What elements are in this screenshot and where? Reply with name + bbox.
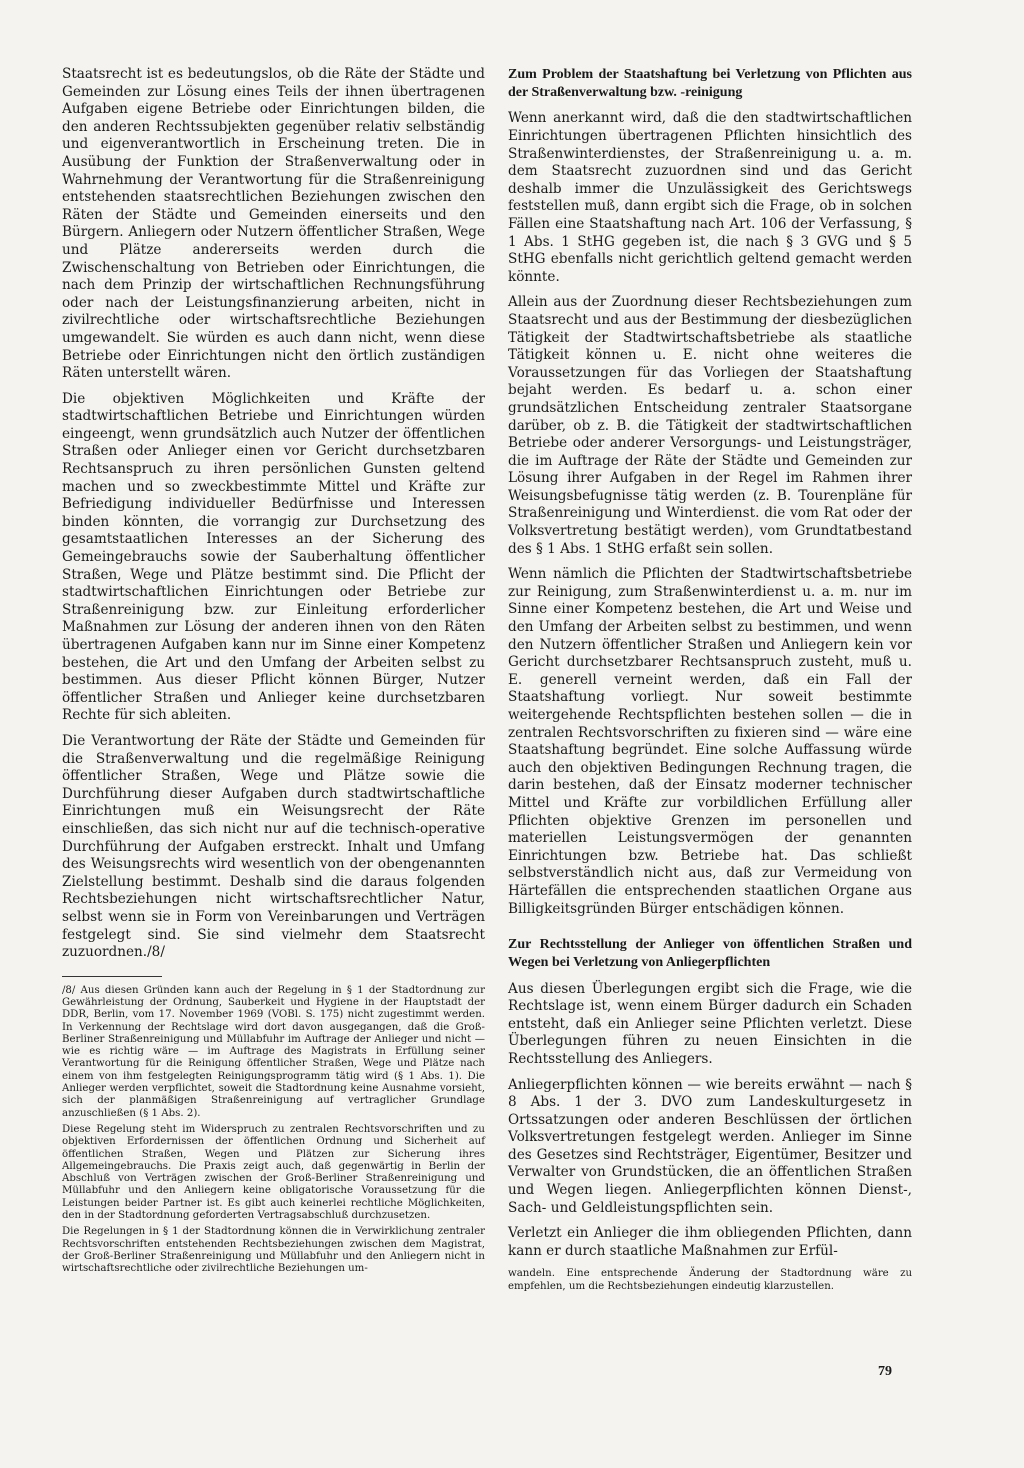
footnote: Die Regelungen in § 1 der Stadtordnung können die in Verwirklichung zentraler Rechtsvorschriften entstehenden Rechtsbeziehungen zwischen dem Magistrat, der Groß-Berliner Straßenreinigung und Müllabfuhr und den Anliegern nicht in wirtschaftsrechtliche oder zivilrechtliche Beziehungen um-	[62, 1226, 485, 1275]
footnote-continuation: wandeln. Eine entsprechende Änderung der Stadtordnung wäre zu empfehlen, um die Rechtsbeziehungen eindeutig klarzustellen.	[508, 1268, 912, 1292]
body-paragraph: Staatsrecht ist es bedeutungslos, ob die Räte der Städte und Gemeinden zur Lösung eines Teils der ihnen übertragenen Aufgaben eigene Betriebe oder Einrichtungen bilden, die den anderen Rechtssubjekten gegenüber relativ selbständig und eigenverantwortlich in Erscheinung treten. Die in Ausübung der Funktion der Straßenverwaltung oder in Wahrnehmung der Verantwortung für die Straßenreinigung entstehenden staatsrechtlichen Beziehungen zwischen den Räten der Städte und Gemeinden einerseits und den Bürgern. Anliegern oder Nutzern öffentlicher Straßen, Wege und Plätze andererseits werden durch die Zwischenschaltung von Betrieben oder Einrichtungen, die nach dem Prinzip der wirtschaftlichen Rechnungsführung oder nach der Leistungsfinanzierung arbeiten, nicht in zivilrechtliche oder wirtschaftsrechtliche Beziehungen umgewandelt. Sie würden es auch dann nicht, wenn diese Betriebe oder Einrichtungen nicht den örtlich zuständigen Räten unterstellt wären.	[62, 66, 485, 382]
body-paragraph: Aus diesen Überlegungen ergibt sich die Frage, wie die Rechtslage ist, wenn einem Bürger dadurch ein Schaden entsteht, daß ein Anlieger seine Pflichten verletzt. Diese Überlegungen führen zu neuen Einsichten in die Rechtsstellung des Anliegers.	[508, 980, 912, 1067]
body-paragraph: Die objektiven Möglichkeiten und Kräfte der stadtwirtschaftlichen Betriebe und Einrichtungen würden eingeengt, wenn grundsätzlich auch Nutzer der öffentlichen Straßen oder Anlieger einen vor Gericht durchsetzbaren Rechtsanspruch zu ihren persönlichen Gunsten geltend machen und so zweckbestimmte Mittel und Kräfte zur Befriedigung individueller Bedürfnisse und Interessen binden könnten, die vorrangig zur Durchsetzung des gesamtstaatlichen Interesses an der Sicherung des Gemeingebrauchs sowie der Sauberhaltung öffentlicher Straßen, Wege und Plätze bestimmt sind. Die Pflicht der stadtwirtschaftlichen Einrichtungen oder Betriebe zur Straßenreinigung bzw. zur Einleitung erforderlicher Maßnahmen zur Lösung der anderen ihnen von den Räten übertragenen Aufgaben kann nur im Sinne einer Kompetenz bestehen, die Art und den Umfang der Arbeiten selbst zu bestimmen. Aus dieser Pflicht können Bürger, Nutzer öffentlicher Straßen und Anlieger keine durchsetzbaren Rechte für sich ableiten.	[62, 390, 485, 724]
body-paragraph: Wenn anerkannt wird, daß die den stadtwirtschaftlichen Einrichtungen übertragenen Pflichten hinsichtlich des Straßenwinterdienstes, der Straßenreinigung u. a. m. dem Staatsrecht zuzuordnen sind und das Gericht deshalb immer die Unzulässigkeit des Gerichtswegs feststellen muß, dann ergibt sich die Frage, ob in solchen Fällen eine Staatshaftung nach Art. 106 der Verfassung, § 1 Abs. 1 StHG gegeben ist, die nach § 3 GVG und § 5 StHG ebenfalls nicht gerichtlich geltend gemacht werden könnte.	[508, 110, 912, 285]
body-paragraph: Anliegerpflichten können — wie bereits erwähnt — nach § 8 Abs. 1 der 3. DVO zum Landeskulturgesetz in Ortssatzungen oder anderen Beschlüssen der örtlichen Volksvertretungen festgelegt werden. Anlieger im Sinne des Gesetzes sind Rechtsträger, Eigentümer, Besitzer und Verwalter von Grundstücken, die an öffentlichen Straßen und Wegen liegen. Anliegerpflichten können Dienst-, Sach- und Geldleistungspflichten sein.	[508, 1076, 912, 1216]
footnote-divider	[62, 976, 162, 977]
body-paragraph: Allein aus der Zuordnung dieser Rechtsbeziehungen zum Staatsrecht und aus der Bestimmung der diesbezüglichen Tätigkeit der Stadtwirtschaftsbetriebe als staatliche Tätigkeit können u. E. nicht ohne weiteres die Voraussetzungen für das Vorliegen der Staatshaftung bejaht werden. Es bedarf u. a. schon einer grundsätzlichen Entscheidung zentraler Staatsorgane darüber, ob z. B. die Tätigkeit der stadtwirtschaftlichen Betriebe oder anderer Versorgungs- und Leistungsträger, die im Auftrage der Räte der Städte und Gemeinden zur Lösung ihrer Aufgaben in der Regel im Rahmen ihrer Weisungsbefugnisse tätig werden (z. B. Tourenpläne für Straßenreinigung und Winterdienst. die vom Rat oder der Volksvertretung bestätigt werden), vom Grundtatbestand des § 1 Abs. 1 StHG erfaßt sein sollen.	[508, 294, 912, 557]
body-paragraph: Die Verantwortung der Räte der Städte und Gemeinden für die Straßenverwaltung und die regelmäßige Reinigung öffentlicher Straßen, Wege und Plätze sowie die Durchführung dieser Aufgaben durch stadtwirtschaftliche Einrichtungen muß ein Weisungsrecht der Räte einschließen, das sich nicht nur auf die technisch-operative Durchführung der Aufgaben erstreckt. Inhalt und Umfang des Weisungsrechts wird wesentlich von der obengenannten Zielstellung bestimmt. Deshalb sind die daraus folgenden Rechtsbeziehungen nicht wirtschaftsrechtlicher Natur, selbst wenn sie in Form von Vereinbarungen und Verträgen festgelegt sind. Sie sind vielmehr dem Staatsrecht zuzuordnen./8/	[62, 732, 485, 961]
section-heading: Zur Rechtsstellung der Anlieger von öffentlichen Straßen und Wegen bei Verletzung von Anliegerpflichten	[508, 937, 912, 971]
footnote: Diese Regelung steht im Widerspruch zu zentralen Rechtsvorschriften und zu objektiven Erfordernissen der öffentlichen Ordnung und Sicherheit auf öffentlichen Straßen, Wegen und Plätzen zur Sicherung ihres Allgemeingebrauchs. Die Praxis zeigt auch, daß gegenwärtig in Berlin der Abschluß von Verträgen zwischen der Groß-Berliner Straßenreinigung und Müllabfuhr und den Anliegern keine obligatorische Voraussetzung für die Leistungen beider Partner ist. Es gibt auch keinerlei rechtliche Möglichkeiten, den in der Stadtordnung geforderten Vertragsabschluß durchzusetzen.	[62, 1123, 485, 1222]
section-heading: Zum Problem der Staatshaftung bei Verletzung von Pflichten aus der Straßenverwaltung bzw. -reinigung	[508, 67, 912, 101]
footnote: /8/ Aus diesen Gründen kann auch der Regelung in § 1 der Stadtordnung zur Gewährleistung der Ordnung, Sauberkeit und Hygiene in der Hauptstadt der DDR, Berlin, vom 17. November 1969 (VOBl. S. 175) nicht zugestimmt werden. In Verkennung der Rechtslage wird dort davon ausgegangen, daß die Groß-Berliner Straßenreinigung und Müllabfuhr im Auftrage der Anlieger und nicht — wie es richtig wäre — im Auftrage des Magistrats in Erfüllung seiner Verantwortung für die Reinigung öffentlicher Straßen, Wege und Plätze nach einem von ihm festgelegten Reinigungsprogramm tätig wird (§ 1 Abs. 1). Die Anlieger werden verpflichtet, soweit die Stadtordnung keine Ausnahme vorsieht, sich der planmäßigen Straßenreinigung auf vertraglicher Grundlage anzuschließen (§ 1 Abs. 2).	[62, 984, 485, 1119]
page-number: 79	[878, 1364, 892, 1379]
body-paragraph: Wenn nämlich die Pflichten der Stadtwirtschaftsbetriebe zur Reinigung, zum Straßenwinterdienst u. a. m. nur im Sinne einer Kompetenz bestehen, die Art und Weise und den Umfang der Arbeiten selbst zu bestimmen, und wenn den Nutzern öffentlicher Straßen und Anliegern kein vor Gericht durchsetzbarer Rechtsanspruch zusteht, muß u. E. generell verneint werden, daß ein Fall der Staatshaftung vorliegt. Nur soweit bestimmte weitergehende Rechtspflichten bestehen sollen — die in zentralen Rechtsvorschriften zu fixieren sind — wäre eine Staatshaftung begründet. Eine solche Auffassung würde auch den objektiven Bedingungen Rechnung tragen, die darin bestehen, daß der Einsatz moderner technischer Mittel und Kräfte zur vorbildlichen Erfüllung aller Pflichten objektive Grenzen im personellen und materiellen Leistungsvermögen der genannten Einrichtungen bzw. Betriebe hat. Das schließt selbstverständlich nicht aus, daß zur Vermeidung von Härtefällen die entsprechenden staatlichen Organe aus Billigkeitsgründen Bürger entschädigen können.	[508, 566, 912, 917]
right-column	[508, 66, 912, 1297]
body-paragraph: Verletzt ein Anlieger die ihm obliegenden Pflichten, dann kann er durch staatliche Maßnahmen zur Erfül-	[508, 1225, 912, 1259]
left-column	[62, 66, 485, 1280]
